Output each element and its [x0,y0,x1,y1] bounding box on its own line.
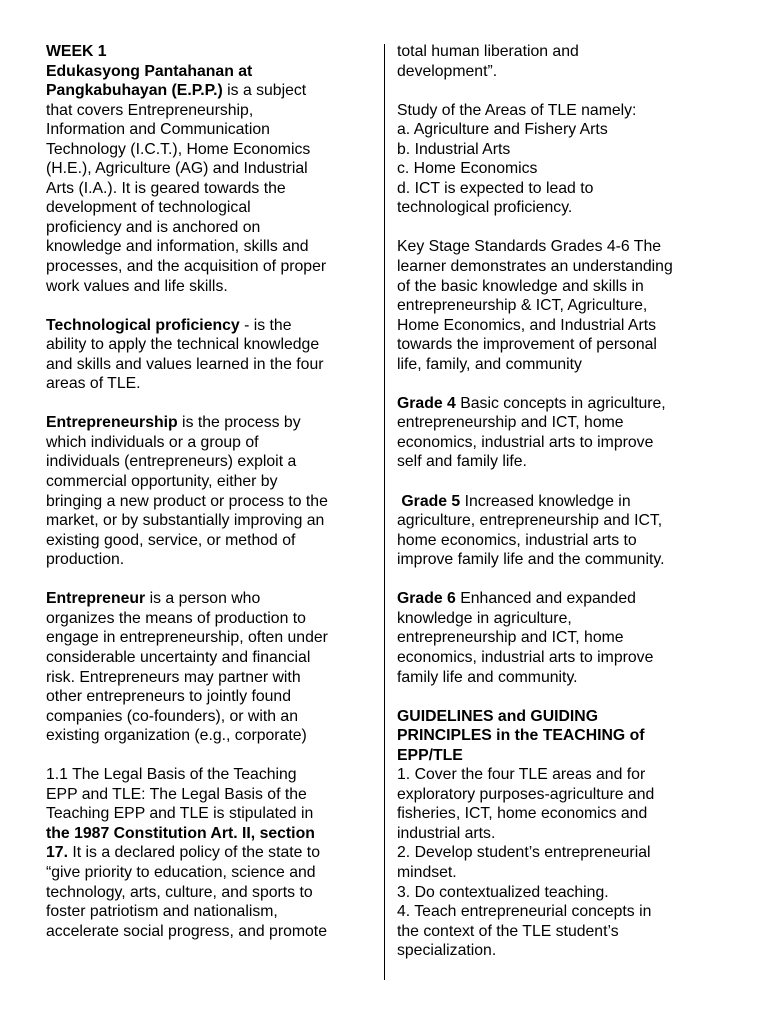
text-line: accelerate social progress, and promote [46,922,327,940]
text-line: market, or by substantially improving an [46,512,325,530]
text-line: existing organization (e.g., corporate) [46,727,307,745]
text-line: entrepreneurship & ICT, Agriculture, [397,297,648,315]
text-line: risk. Entrepreneurs may partner with [46,668,301,686]
entrepreneur-term: Entrepreneur [46,590,146,608]
list-item: 1. Cover the four TLE areas and for [397,766,646,784]
text-line: home economics, industrial arts to [397,531,637,549]
list-item: 2. Develop student’s entrepreneurial [397,844,651,862]
text-span: Enhanced and expanded [455,590,636,608]
column-divider [384,44,385,980]
guidelines-section [397,707,727,961]
list-item: d. ICT is expected to lead to [397,179,594,197]
text-line: economics, industrial arts to improve [397,433,654,451]
week-heading: WEEK 1 [46,43,107,60]
list-item: technological proficiency. [397,199,573,217]
text-line: companies (co-founders), or with an [46,707,298,725]
left-column [46,42,376,941]
legal-basis-paragraph [46,765,376,941]
text-line: 1.1 The Legal Basis of the Teaching [46,766,297,784]
text-line: engage in entrepreneurship, often under [46,629,328,647]
text-line: entrepreneurship and ICT, home [397,414,624,432]
text-line: improve family life and the community. [397,551,665,569]
text-line: bringing a new product or process to the [46,492,328,510]
list-item: industrial arts. [397,824,496,842]
text-span: Increased knowledge in [460,492,631,510]
guidelines-heading-line: EPP/TLE [397,746,463,764]
text-line: Teaching EPP and TLE is stipulated in [46,805,314,823]
text-span: is the process by [177,414,301,432]
text-line: Arts (I.A.). It is geared towards the [46,179,286,197]
text-line: processes, and the acquisition of proper [46,258,327,276]
text-line: technology, arts, culture, and sports to [46,883,313,901]
epp-paragraph [46,42,376,296]
grade-6-label: Grade 6 [397,590,456,608]
text-span: It is a declared policy of the state to [67,844,320,862]
right-column [397,42,727,961]
list-item: exploratory purposes-agriculture and [397,785,655,803]
tech-proficiency-paragraph [46,316,376,394]
text-span: Basic concepts in agriculture, [455,394,666,412]
tle-areas-list [397,101,727,218]
text-line: existing good, service, or method of [46,531,296,549]
list-item: the context of the TLE student’s [397,922,619,940]
grade-4-label: Grade 4 [397,394,456,412]
list-item: 4. Teach entrepreneurial concepts in [397,903,652,921]
text-line: other entrepreneurs to jointly found [46,688,292,706]
text-line: learner demonstrates an understanding [397,258,673,276]
text-span: is a person who [145,590,261,608]
text-line: knowledge in agriculture, [397,609,572,627]
text-line: development of technological [46,199,251,217]
constitution-reference: the 1987 Constitution Art. II, section [46,824,315,842]
entrepreneur-paragraph [46,589,376,745]
grade-6-paragraph [397,589,727,687]
key-stage-standards-paragraph [397,237,727,374]
text-line: (H.E.), Agriculture (AG) and Industrial [46,160,308,178]
text-line: agriculture, entrepreneurship and ICT, [397,512,663,530]
list-intro: Study of the Areas of TLE namely: [397,101,637,119]
text-line: foster patriotism and nationalism, [46,903,278,921]
text-line: total human liberation and [397,43,579,60]
constitution-section-number: 17. [46,844,68,862]
text-line: work values and life skills. [46,277,228,295]
epp-definition-start: is a subject [222,82,307,100]
guidelines-heading-line: GUIDELINES and GUIDING [397,707,598,725]
epp-term-line2: Pangkabuhayan (E.P.P.) [46,82,223,100]
text-line: “give priority to education, science and [46,863,316,881]
list-item: b. Industrial Arts [397,140,511,158]
grade-5-label: Grade 5 [401,492,461,510]
text-line: areas of TLE. [46,375,141,393]
list-item: mindset. [397,863,457,881]
continuation-paragraph [397,42,727,81]
text-span: - is the [239,316,292,334]
text-line: commercial opportunity, either by [46,473,278,491]
list-item: 3. Do contextualized teaching. [397,883,609,901]
text-line: organizes the means of production to [46,609,306,627]
text-line: towards the improvement of personal [397,336,657,354]
grade-5-paragraph [397,492,727,570]
tech-proficiency-term: Technological proficiency [46,316,240,334]
text-line: life, family, and community [397,355,582,373]
list-item: fisheries, ICT, home economics and [397,805,648,823]
text-line: entrepreneurship and ICT, home [397,629,624,647]
text-line: knowledge and information, skills and [46,238,309,256]
list-item: c. Home Economics [397,160,538,178]
text-line: economics, industrial arts to improve [397,648,654,666]
text-line: proficiency and is anchored on [46,218,261,236]
guidelines-heading-line: PRINCIPLES in the TEACHING of [397,727,645,745]
text-line: which individuals or a group of [46,433,259,451]
epp-term-line1: Edukasyong Pantahanan at [46,62,253,80]
text-line: of the basic knowledge and skills in [397,277,644,295]
text-line: Home Economics, and Industrial Arts [397,316,657,334]
list-item: a. Agriculture and Fishery Arts [397,121,608,139]
text-line: considerable uncertainty and financial [46,648,311,666]
grade-4-paragraph [397,394,727,472]
text-line: ability to apply the technical knowledge [46,336,320,354]
list-item: specialization. [397,942,497,960]
text-line: that covers Entrepreneurship, [46,101,254,119]
text-line: family life and community. [397,668,578,686]
text-line: EPP and TLE: The Legal Basis of the [46,785,307,803]
entrepreneurship-paragraph [46,413,376,569]
text-line: individuals (entrepreneurs) exploit a [46,453,297,471]
text-line: Information and Communication [46,121,270,139]
text-line: Technology (I.C.T.), Home Economics [46,140,311,158]
text-line: development”. [397,62,498,80]
text-line: production. [46,551,125,569]
text-line: Key Stage Standards Grades 4-6 The [397,238,662,256]
text-line: self and family life. [397,453,527,471]
entrepreneurship-term: Entrepreneurship [46,414,178,432]
text-line: and skills and values learned in the four [46,355,324,373]
